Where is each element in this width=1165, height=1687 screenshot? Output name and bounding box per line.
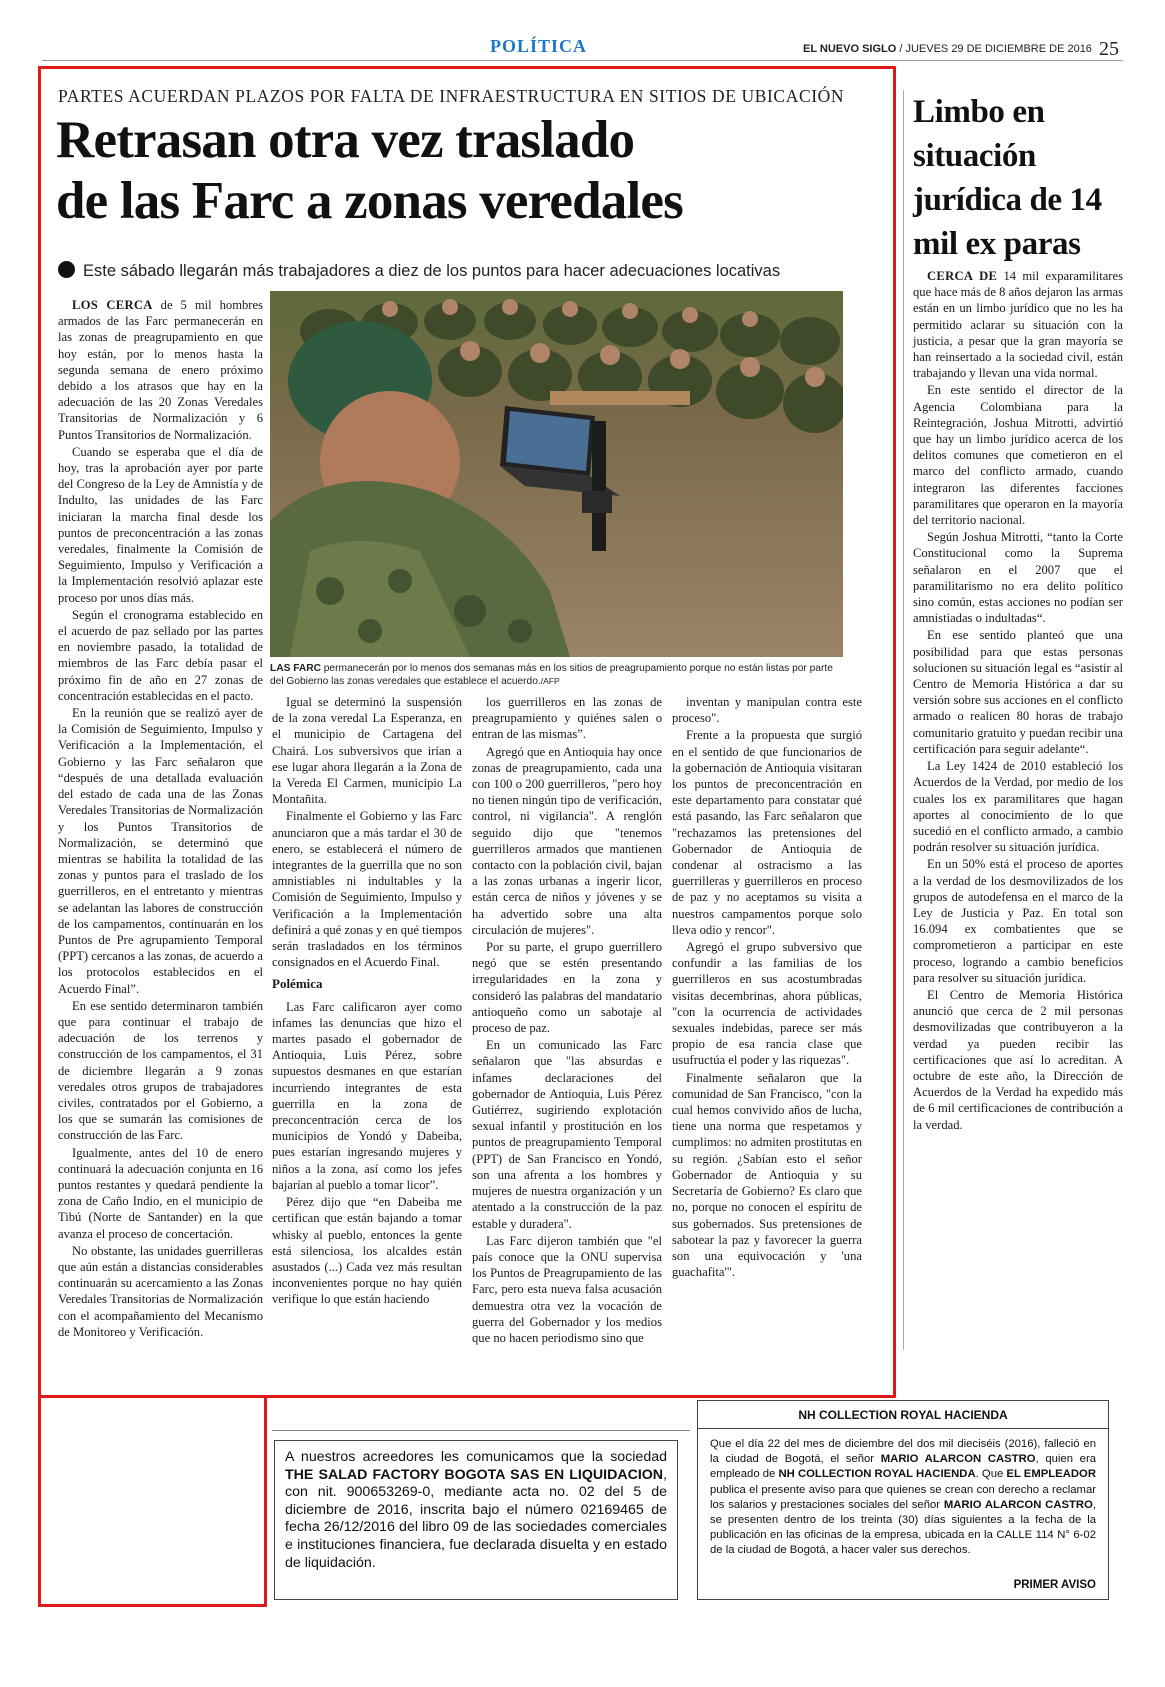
ad-divider bbox=[272, 1430, 690, 1431]
paragraph: Según Joshua Mitrotti, “tanto la Corte Constitucional como la Suprema señalaron en el 2007 que el paramilitarismo no era delito político sino común, estas acciones no podían ser amnistiadas o indultadas“. bbox=[913, 530, 1123, 626]
paragraph: En un 50% está el proceso de aportes a la verdad de los desmovilizados de los grupos de autodefensa en el marco de la Ley de Justicia y Paz. En total son 16.094 ex combatientes que se comprometieron a participar en este proceso, logrando a cambio beneficios para resolver su situación jurídica. bbox=[913, 857, 1123, 985]
paragraph: En la reunión que se realizó ayer de la Comisión de Seguimiento, Impulso y Verificación a la Implementación, el Gobierno y las Farc señalaron que “después de una detallada evaluación del estado de cada una de las Zonas Veredales Transitorias de Normalización y los Puntos Transitorios de Normalización, se determinó que mientras se habilita la totalidad de las zonas y puntos para el traslado de los guerrilleros, en el entretanto y mientras se adelantan las labores de construcción de los campamentos, continuarán en los Puntos de Pre agrupamiento Temporal (PPT) cercanos a las zonas, de acuerdo a los protocolos establecidos en el Acuerdo Final”. bbox=[58, 706, 263, 996]
paragraph: En este sentido el director de la Agencia Colombiana para la Reintegración, Joshua Mitrotti, advirtió que hay un limbo jurídico acerca de los delitos comunes que cometieron en el marco del conflicto armado, cuando integraron las diferentes facciones paramilitares que operaron en la mayoría del territorio nacional. bbox=[913, 383, 1123, 528]
issue-date: / JUEVES 29 DE DICIEMBRE DE 2016 bbox=[899, 43, 1092, 55]
paragraph: Por su parte, el grupo guerrillero negó que se estén presentando irregularidades en la zona y consideró las palabras del mandatario antioqueño como un sabotaje al proceso de paz. bbox=[472, 940, 662, 1036]
paragraph: No obstante, las unidades guerrilleras que aún están a distancias considerables continuarán su acercamiento a las Zonas Veredales Transitorias de Normalización con el acompañamiento del Mecanismo de Monitoreo y Verificación. bbox=[58, 1243, 263, 1339]
paragraph: Las Farc calificaron ayer como infames las denuncias que hizo el martes pasado el gobernador de Antioquia, Luis Pérez, sobre supuestos desmanes en que estarían incurriendo integrantes de esta guerrilla en la zona de preconcentración cerca de los municipios de Yondó y Dabeiba, pues estarían ingresando mujeres y niños a la zona, así como los jefes bajarían al pueblo a tomar licor”. bbox=[272, 999, 462, 1192]
notice-body: Que el día 22 del mes de diciembre del dos mil dieciséis (2016), falleció en la ciudad de Bogotá, el señor MARIO ALARCON CASTRO, quien era empleado de NH COLLECTION ROYAL HACIENDA. Que EL EMPLEADOR publica el presente aviso para que quienes se crean con derecho a reclamar los salarios y prestaciones sociales del señor MARIO ALARCON CASTRO, se presenten dentro de los treinta (30) días siguientes a la fecha de la publicación en las oficinas de la empresa, ubicada en la CALLE 114 N° 6-02 de la ciudad de Bogotá, a hacer valer sus derechos. bbox=[710, 1438, 1097, 1557]
headline-line-1: Retrasan otra vez traslado bbox=[56, 111, 635, 169]
paragraph: los guerrilleros en las zonas de preagrupamiento y quiénes salen o entran de las mismas”. bbox=[472, 695, 662, 742]
caption-lead: LAS FARC bbox=[270, 663, 321, 674]
paragraph: Agregó que en Antioquia hay once zonas de preagrupamiento, cada una con 100 o 200 guerrilleros, "pero hoy no tienen ningún tipo de verificación, control, ni vigilancia". A renglón seguido dijo que "tenemos guerrilleros armados que mantienen contacto con la población civil, bajan a las zonas urbanas a ingerir licor, están cerca de niños y jóvenes y se ha advertido sobre una alta circulación de mujeres". bbox=[472, 744, 662, 937]
sidebar-divider bbox=[903, 90, 904, 1350]
paragraph: En ese sentido planteó que una posibilidad para que estas personas solucionen su situación legal es “asistir al Centro de Memoria Histórica a dar su versión sobre sus acciones en el conflicto armado o realicen 80 horas de trabajo comunitario gratuito y puedan recibir una certificación para seguir adelante“. bbox=[913, 628, 1123, 756]
paragraph: Pérez dijo que “en Dabeiba me certifican que están bajando a tomar whisky al pueblo, entonces la gente está silenciosa, los alcaldes están asustados (...) Cada vez más resultan inconvenientes porque no hay quién verifique lo que están haciendo bbox=[272, 1195, 462, 1307]
farc-meeting-photo bbox=[270, 291, 843, 657]
section-title: POLÍTICA bbox=[490, 36, 588, 56]
paragraph: El Centro de Memoria Histórica anunció que cerca de 2 mil personas desmovilizadas que contribuyeron a la verdad ya pueden recibir las certificaciones que así lo acreditan. A octubre de este año, la Dirección de Acuerdos de la Verdad ha expedido más de 6 mil certificaciones de contribución a la verdad. bbox=[913, 987, 1123, 1132]
article-column-2 bbox=[272, 694, 462, 1309]
article-column-1 bbox=[58, 297, 263, 1341]
sidebar-headline: Limbo en situación jurídica de 14 mil ex paras bbox=[913, 94, 1102, 262]
headline-line-2: de las Farc a zonas veredales bbox=[56, 172, 683, 230]
sidebar-column bbox=[913, 268, 1123, 1134]
paragraph: Cuando se esperaba que el día de hoy, tras la aprobación ayer por parte del Congreso de la Ley de Amnistía y de Indulto, las unidades de las Farc iniciaran la marcha final desde los puntos de preconcentración a las zonas veredales, finalmente la Comisión de Seguimiento, Impulso y Verificación a la Implementación resolvió aplazar este proceso por unos días más. bbox=[58, 444, 263, 605]
article-column-3 bbox=[472, 694, 662, 1347]
page-number: 25 bbox=[1099, 38, 1119, 60]
article-column-4 bbox=[672, 694, 862, 1281]
paragraph: Agregó el grupo subversivo que confundir a las familias de los guerrilleros en sus acostumbradas visitas decembrinas, ahora públicas, "con la ocurrencia de actividades sexuales indebidas, parece ser más propio de esa rancia clase que usufructúa el poder y las riquezas". bbox=[672, 940, 862, 1068]
bullet-icon bbox=[58, 261, 75, 278]
liquidation-notice: A nuestros acreedores les comunicamos que la sociedad THE SALAD FACTORY BOGOTA SAS EN LIQUIDACION, con nit. 900653269-0, mediante acta no. 02 del 5 de diciembre de 2016, inscrita bajo el número 02169465 de fecha 26/12/2016 del libro 09 de las sociedades comerciales e instituciones financiera, fue declarada disuelta y en estado de liquidación. bbox=[274, 1440, 678, 1600]
newspaper-name: EL NUEVO SIGLO bbox=[802, 43, 897, 55]
paragraph: Igualmente, antes del 10 de enero continuará la adecuación conjunta en 16 puntos restantes y quedará pendiente la zona de Caño Indio, en el municipio de Tibú (Norte de Santander) en la que avanza el proceso de concertación. bbox=[58, 1145, 263, 1241]
paragraph: La Ley 1424 de 2010 estableció los Acuerdos de la Verdad, por medio de los cuales los ex paramilitares que hagan aportes al conocimiento de lo que sucedió en el conflicto armado, a cambio podrán resolver su situación jurídica. bbox=[913, 759, 1123, 855]
paragraph: LOS CERCA de 5 mil hombres armados de las Farc permanecerán en las zonas de preagrupamiento en que hoy están, por lo menos hasta la segunda semana de enero próximo debido a los atrasos que hay en la adecuación de las 20 Zonas Veredales Transitorias de Normalización y 6 Puntos Transitorios de Normalización. bbox=[58, 298, 263, 442]
paragraph: Frente a la propuesta que surgió en el sentido de que funcionarios de la gobernación de Antioquia visitaran los puntos de preconcentración en este departamento para constatar qué está pasando, las Farc señalaron que "rechazamos las pretensiones del Gobernador de Antioquia de condenar al ostracismo a las guerrilleras y guerrilleros en proceso de paz y no aceptamos su visita a nuestros campamentos porque solo lleva odio y rencor". bbox=[672, 728, 862, 937]
masthead bbox=[803, 38, 1119, 61]
subhead: Polémica bbox=[272, 976, 323, 992]
highlight-border-lower bbox=[38, 1395, 267, 1607]
paragraph: CERCA DE 14 mil exparamilitares que hace más de 8 años dejaron las armas están en un limbo jurídico que no les ha permitido aclarar su situación con la justicia, a pesar que la gran mayoría se han reinsertado a la sociedad civil, están trabajando y llevan una vida normal. bbox=[913, 269, 1123, 381]
paragraph: Finalmente señalaron que la comunidad de San Francisco, "con la cual hemos convivido años de lucha, tiene una norma que respetamos y cumplimos: no admiten prostitutas en su región. ¿Sabían esto el señor Gobernador de Antioquia y su Secretaría de Gobierno? Es claro que no, porque no conocen el espíritu de sus gobernados. Sus pretensiones de sabotear la paz y favorecer la guerra son una equivocación y 'una guachafita'". bbox=[672, 1070, 862, 1280]
paragraph: Igual se determinó la suspensión de la zona veredal La Esperanza, en el municipio de Cartagena del Chairá. Los subversivos que irían a ese lugar ahora llegarán a la Zona de la Vereda El Carmen, municipio La Montañita. bbox=[272, 695, 462, 807]
employer-notice bbox=[697, 1400, 1109, 1600]
lead-in: CERCA DE bbox=[927, 269, 998, 283]
paragraph: En ese sentido determinaron también que para continuar el trabajo de adecuación de los terrenos y construcción de los campamentos, el 31 de diciembre llegarán a 9 zonas veredales otros grupos de trabajadores civiles, contratados por el Gobierno, a los que se sumarán las comisiones de construcción de las Farc. bbox=[58, 998, 263, 1143]
paragraph: En un comunicado las Farc señalaron que "las absurdas e infames declaraciones del gobernador de Antioquia, Luis Pérez Gutiérrez, sugiriendo explotación sexual infantil y prostitución en los puntos de preagrupamiento Temporal (PPT) de San Francisco en Yondó, son una afrenta a los hombres y mujeres de nuestra organización y un atentado a la construcción de la paz estable y duradera". bbox=[472, 1038, 662, 1231]
lead-in: LOS CERCA bbox=[72, 298, 153, 312]
paragraph: Finalmente el Gobierno y las Farc anunciaron que a más tardar el 30 de enero, se establecerá el número de integrantes de la guerrilla que no son amnistiables ni indultables y la Comisión de Seguimiento, Impulso y Verificación a la Implementación definirá a qué zonas y en qué tiempos serán trasladados en los términos consignados en el Acuerdo Final. bbox=[272, 809, 462, 970]
paragraph: Las Farc dijeron también que "el país conoce que la ONU supervisa los Puntos de Preagrupamiento de las Farc, pero esta nueva falsa acusación demuestra otra vez la vocación de guerra del Gobernador y los medios que no hacen periodismo sino que bbox=[472, 1233, 662, 1345]
article-photo bbox=[270, 291, 843, 657]
photo-credit: /AFP bbox=[540, 676, 560, 686]
article-kicker: PARTES ACUERDAN PLAZOS POR FALTA DE INFRAESTRUCTURA EN SITIOS DE UBICACIÓN bbox=[58, 86, 845, 106]
paragraph: inventan y manipulan contra este proceso". bbox=[672, 695, 862, 726]
caption-text: permanecerán por lo menos dos semanas más en los sitios de preagrupamiento porque no están listas por parte del Gobierno las zonas veredales que establece el acuerdo. bbox=[270, 663, 833, 687]
article-deck bbox=[58, 261, 848, 281]
company-name: THE SALAD FACTORY BOGOTA SAS EN LIQUIDACION bbox=[285, 1466, 664, 1483]
notice-footer: PRIMER AVISO bbox=[1013, 1579, 1096, 1591]
header-divider bbox=[42, 60, 1123, 61]
article-headline bbox=[56, 110, 846, 232]
deck-text: Este sábado llegarán más trabajadores a diez de los puntos para hacer adecuaciones locativas bbox=[83, 262, 781, 280]
notice-title: NH COLLECTION ROYAL HACIENDA bbox=[698, 1401, 1108, 1429]
photo-caption bbox=[270, 662, 843, 688]
paragraph: Según el cronograma establecido en el acuerdo de paz sellado por las partes en noviembre pasado, la totalidad de miembros de las Farc debía pasar el próximo fin de año en 27 zonas de concentración establecidas en el pacto. bbox=[58, 607, 263, 703]
